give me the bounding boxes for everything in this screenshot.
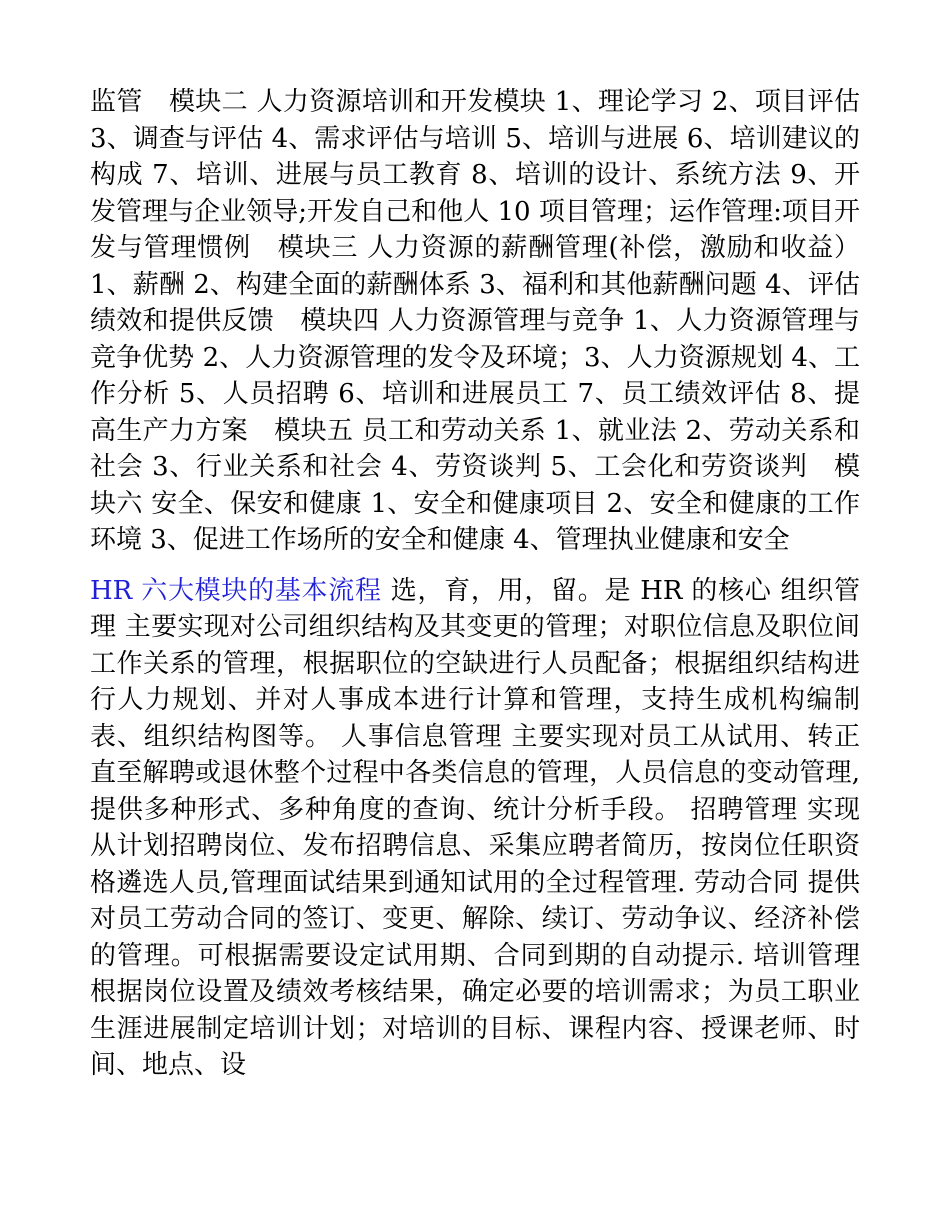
hr-modules-paragraph: 监管 模块二 人力资源培训和开发模块 1、理论学习 2、项目评估 3、调查与评估 4、需求评估与培训 5、培训与进展 6、培训建议的构成 7、培训、进展与员工教育 8、培训的设计、系统方法 9、开发管理与企业领导;开发自己和他人 10 项目管理；运作管理:项目开发与管理惯例 模块三 人力资源的薪酬管理(补偿，激励和收益） 1、薪酬 2、构建全面的薪酬体系 3、福利和其他薪酬问题 4、评估绩效和提供反馈 模块四 人力资源管理与竞争 1、人力资源管理与竞争优势 2、人力资源管理的发令及环境；3、人力资源规划 4、工作分析 5、人员招聘 6、培训和进展员工 7、员工绩效评估 8、提高生产力方案 模块五 员工和劳动关系 1、就业法 2、劳动关系和社会 3、行业关系和社会 4、劳资谈判 5、工会化和劳资谈判 模块六 安全、保安和健康 1、安全和健康项目 2、安全和健康的工作环境 3、促进工作场所的安全和健康 4、管理执业健康和安全 <box>90 87 860 555</box>
document-page <box>90 84 860 1084</box>
hr-process-paragraph <box>90 573 860 1084</box>
hr-process-link[interactable]: HR 六大模块的基本流程 <box>90 575 382 606</box>
hr-process-text: 选，育，用，留。是 HR 的核心 组织管理 主要实现对公司组织结构及其变更的管理；对职位信息及职位间工作关系的管理，根据职位的空缺进行人员配备；根据组织结构进行人力规划、并对人事成本进行计算和管理，支持生成机构编制表、组织结构图等。 人事信息管理 主要实现对员工从试用、转正直至解聘或退休整个过程中各类信息的管理，人员信息的变动管理,提供多种形式、多种角度的查询、统计分析手段。 招聘管理 实现从计划招聘岗位、发布招聘信息、采集应聘者简历，按岗位任职资格遴选人员,管理面试结果到通知试用的全过程管理. 劳动合同 提供对员工劳动合同的签订、变更、解除、续订、劳动争议、经济补偿的管理。可根据需要设定试用期、合同到期的自动提示. 培训管理 根据岗位设置及绩效考核结果，确定必要的培训需求；为员工职业生涯进展制定培训计划；对培训的目标、课程内容、授课老师、时间、地点、设 <box>90 575 861 1080</box>
